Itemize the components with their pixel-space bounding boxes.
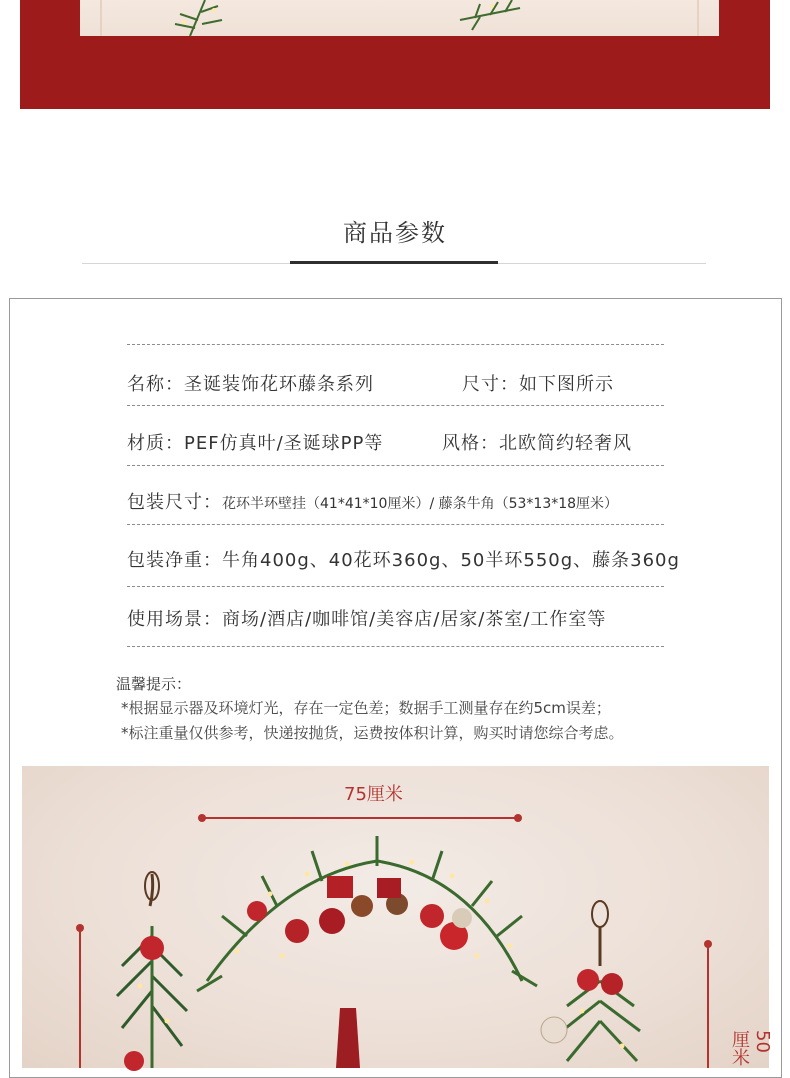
- package-size-label: 包装尺寸：: [127, 492, 222, 513]
- net-weight-label: 包装净重：: [127, 550, 222, 571]
- style-value: 北欧简约轻奢风: [499, 433, 632, 454]
- right-height-start: [704, 940, 712, 948]
- style-label: 风格：: [442, 433, 499, 454]
- spec-row-style: [442, 429, 632, 455]
- size-label: 尺寸：: [462, 374, 519, 395]
- dashed-divider: [127, 344, 664, 345]
- greenery-illustration: [80, 0, 719, 36]
- dashed-divider: [127, 524, 664, 525]
- name-value: 圣诞装饰花环藤条系列: [184, 374, 374, 395]
- scene-label: 使用场景：: [127, 609, 222, 630]
- dashed-divider: [127, 646, 664, 647]
- section-title: 商品参数: [343, 219, 447, 247]
- size-value: 如下图所示: [519, 374, 614, 395]
- wreath-illustration: [22, 766, 769, 1068]
- spec-row-material: [127, 429, 383, 455]
- width-dimension-line: [202, 817, 518, 819]
- photo-frame-right: [697, 0, 699, 36]
- dashed-divider: [127, 586, 664, 587]
- height-dimension-label: 50厘米: [729, 1030, 773, 1066]
- left-height-line: [79, 928, 81, 1068]
- dashed-divider: [127, 405, 664, 406]
- product-dimension-photo: [22, 766, 773, 1068]
- name-label: 名称：: [127, 374, 184, 395]
- title-underline: [290, 261, 498, 264]
- material-label: 材质：: [127, 433, 184, 454]
- top-product-photo: [80, 0, 719, 36]
- width-dimension-start: [198, 814, 206, 822]
- scene-value: 商场/酒店/咖啡馆/美容店/居家/茶室/工作室等: [222, 609, 607, 630]
- spec-row-name: [127, 370, 374, 396]
- photo-frame-left: [100, 0, 102, 36]
- net-weight-value: 牛角400g、40花环360g、50半环550g、藤条360g: [222, 550, 680, 571]
- spec-row-package-size: [127, 488, 618, 514]
- spec-row-size: [462, 370, 614, 396]
- material-value: PEF仿真叶/圣诞球PP等: [184, 433, 384, 454]
- dashed-divider: [127, 465, 664, 466]
- left-height-start: [76, 924, 84, 932]
- tip-line-2: *标注重量仅供参考，快递按抛货，运费按体积计算，购买时请您综合考虑。: [121, 724, 624, 742]
- spec-row-scene: [127, 605, 606, 631]
- right-ornament: [562, 901, 640, 1061]
- package-size-value: 花环半环壁挂（41*41*10厘米）/ 藤条牛角（53*13*18厘米）: [222, 496, 619, 512]
- right-height-line: [707, 944, 709, 1068]
- width-dimension-end: [514, 814, 522, 822]
- width-dimension-label: 75厘米: [344, 784, 403, 805]
- spec-row-net-weight: [127, 546, 680, 572]
- left-ornament: [117, 872, 187, 1068]
- tips-title: 温馨提示：: [116, 675, 192, 693]
- tip-line-1: *根据显示器及环境灯光，存在一定色差；数据手工测量存在约5cm误差；: [121, 699, 611, 717]
